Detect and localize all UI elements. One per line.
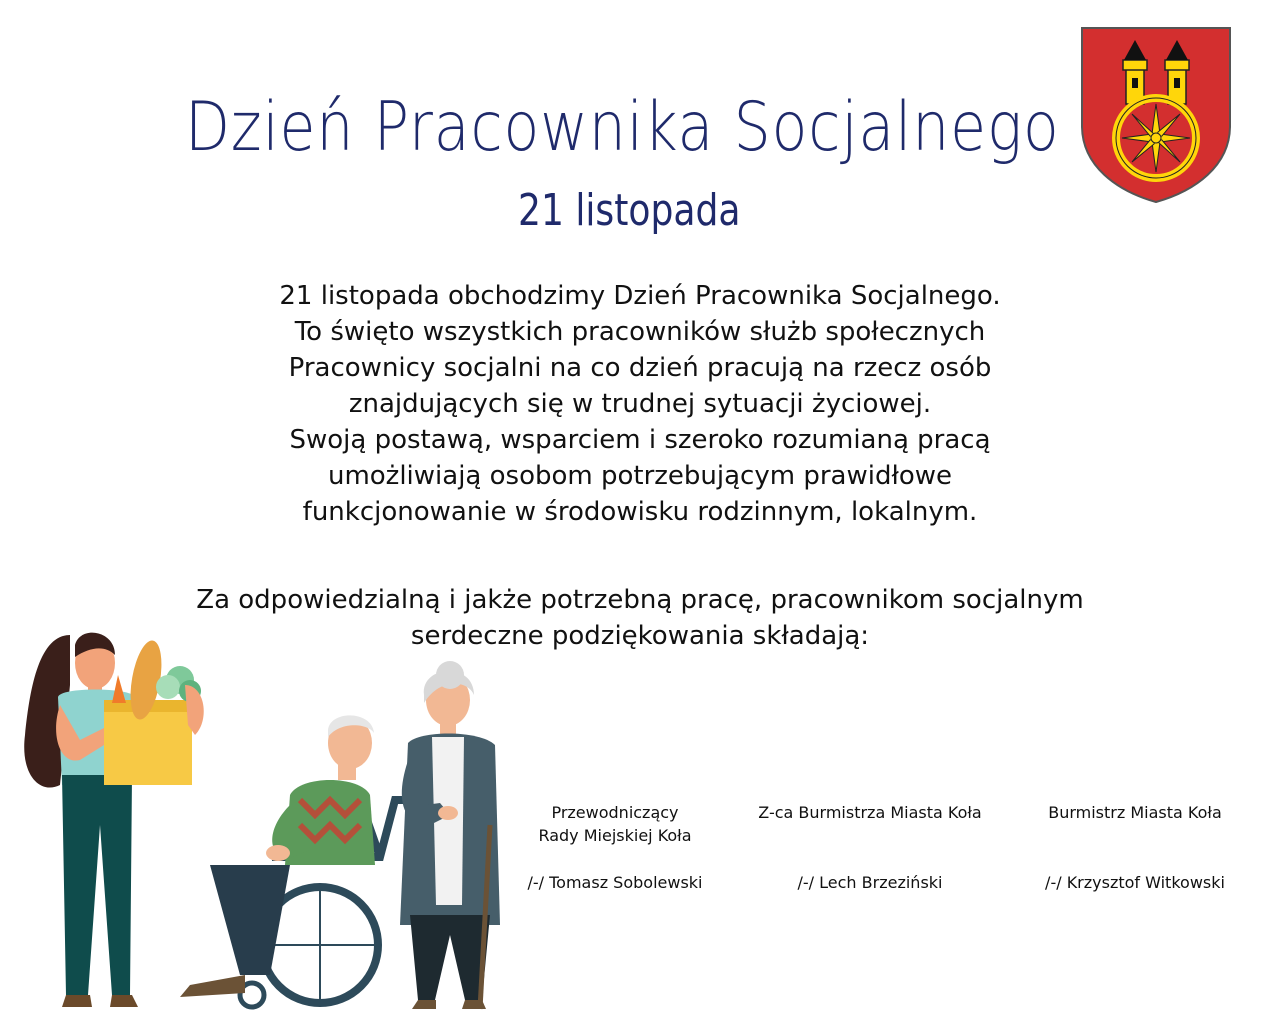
body-line: umożliwiają osobom potrzebującym prawidłowe bbox=[327, 461, 953, 491]
body-line: znajdujących się w trudnej sytuacji życiowej. bbox=[348, 389, 932, 419]
body-line: funkcjonowanie w środowisku rodzinnym, lokalnym. bbox=[302, 497, 978, 527]
social-workers-illustration bbox=[0, 625, 520, 1024]
thanks-line: Za odpowiedzialną i jakże potrzebną pracę, pracownikom socjalnym bbox=[196, 585, 1084, 615]
signatory-role: Rady Miejskiej Koła bbox=[538, 826, 692, 845]
body-line: 21 listopada obchodzimy Dzień Pracownika Socjalnego. bbox=[279, 281, 1001, 311]
body-line: Pracownicy socjalni na co dzień pracują na rzecz osób bbox=[288, 353, 992, 383]
woman-with-groceries-icon bbox=[24, 633, 203, 1007]
signatory-chairman bbox=[505, 801, 725, 891]
elderly-woman-icon bbox=[400, 661, 500, 1009]
coat-of-arms-icon bbox=[1080, 26, 1232, 204]
man-in-wheelchair-icon bbox=[180, 715, 415, 1007]
signatory-name: /-/ Tomasz Sobolewski bbox=[527, 873, 703, 892]
signatory-name: /-/ Lech Brzeziński bbox=[797, 873, 943, 892]
body-text bbox=[140, 278, 1140, 530]
signatory-role: Burmistrz Miasta Koła bbox=[1048, 803, 1222, 822]
signatory-role: Przewodniczący bbox=[551, 803, 679, 822]
signatory-mayor bbox=[1020, 801, 1250, 891]
page-title: Dzień Pracownika Socjalnego bbox=[185, 88, 1060, 167]
body-line: To święto wszystkich pracowników służb społecznych bbox=[294, 317, 986, 347]
thanks-line: serdeczne podziękowania składają: bbox=[410, 621, 870, 651]
signatory-deputy-mayor bbox=[745, 801, 995, 891]
signatory-name: /-/ Krzysztof Witkowski bbox=[1045, 873, 1225, 892]
page-subtitle-date: 21 listopada bbox=[518, 185, 741, 236]
body-line: Swoją postawą, wsparciem i szeroko rozumianą pracą bbox=[289, 425, 991, 455]
signatory-role: Z-ca Burmistrza Miasta Koła bbox=[758, 803, 982, 822]
